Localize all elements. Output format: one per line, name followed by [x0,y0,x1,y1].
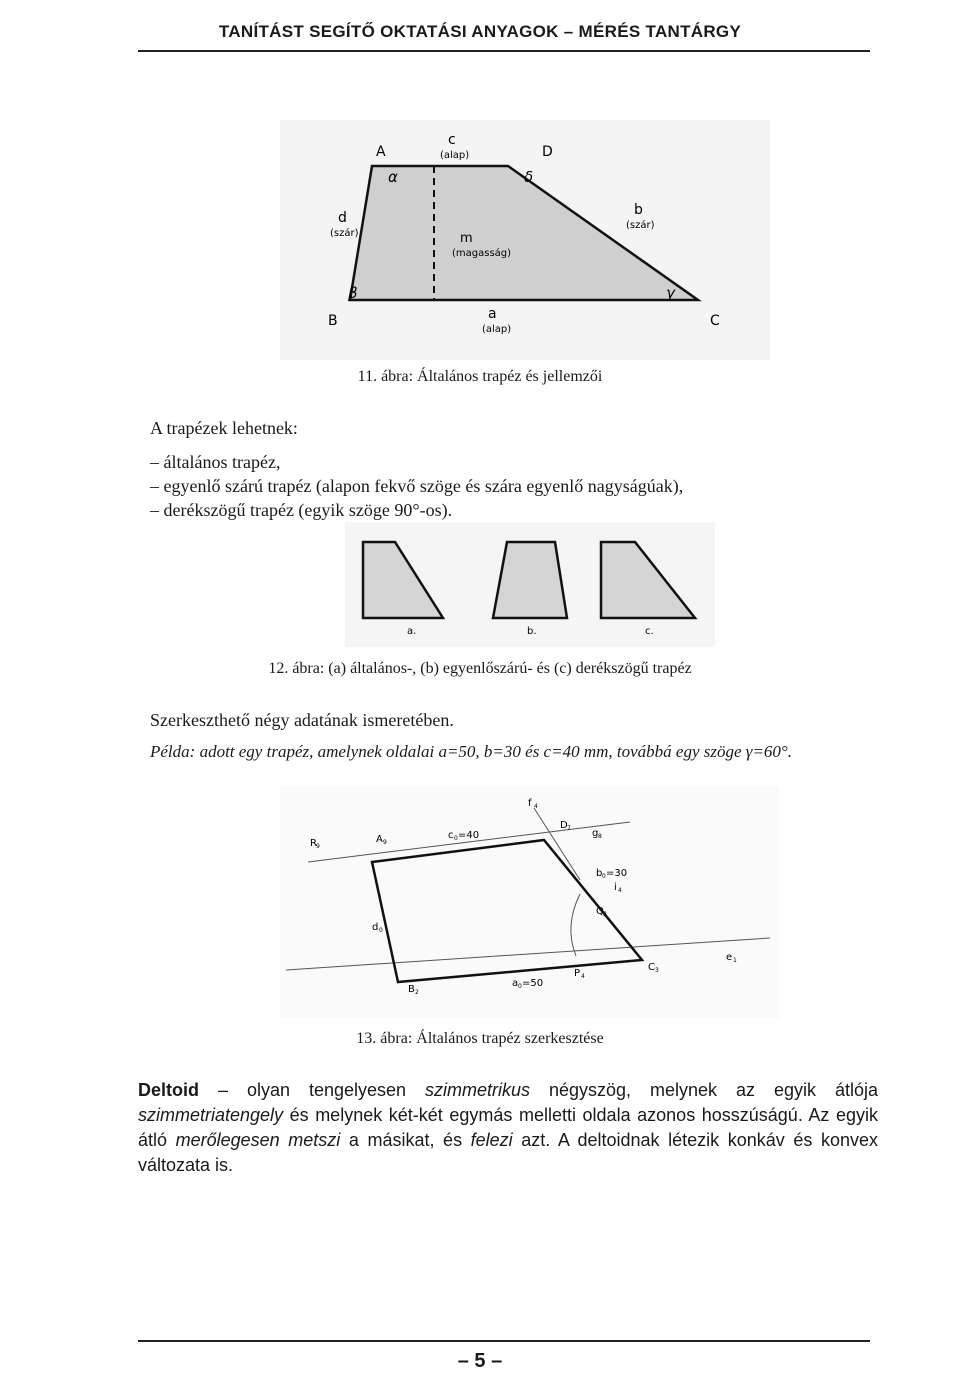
side-a-label: a [488,306,497,322]
label-q-sub: 3 [603,911,607,918]
label-r-sub: 9 [316,843,320,850]
label-d-side: d [372,922,379,933]
figure-11-general-trapezoid [280,120,770,360]
deltoid-text-4: a másikat, és [340,1130,471,1150]
side-c-sub: (alap) [440,150,470,161]
label-f-sub: 4 [534,803,538,810]
label-b-side-sub: 0 [602,873,606,880]
label-c-side-sub: 0 [454,835,458,842]
label-a-side-sub: 0 [518,983,522,990]
label-b-side: b [596,868,603,879]
vertex-d: D [542,144,553,160]
angle-gamma: γ [666,284,675,302]
label-g: g [592,828,599,839]
side-a-sub: (alap) [482,324,512,335]
label-d-vertex-sub: 7 [567,825,571,832]
deltoid-text-2: négyszög, melynek az egyik átlója [530,1080,878,1100]
label-b: b. [527,626,537,637]
deltoid-em-3: merőlegesen metszi [175,1130,341,1150]
label-a-vertex-sub: 9 [383,839,387,846]
label-r: R [310,838,317,849]
vertex-c: C [710,313,720,329]
label-a: a. [407,626,417,637]
deltoid-term: Deltoid [138,1080,199,1100]
label-c-side: c [448,830,454,841]
deltoid-text-5: azt. A deltoidnak létezik konkáv és konvex változata is. [138,1130,878,1175]
label-b-vertex: B [408,984,415,995]
types-intro: A trapézek lehetnek: [150,418,298,438]
label-c-vertex-sub: 3 [655,967,659,974]
vertex-a: A [376,144,386,160]
deltoid-paragraph [138,1078,878,1178]
label-d-side-sub: 0 [379,927,383,934]
type-item-1: – általános trapéz, [150,452,281,472]
angle-beta: β [348,284,358,302]
page-header: TANÍTÁST SEGÍTŐ OKTATÁSI ANYAGOK – MÉRÉS TANTÁRGY [218,22,742,41]
page-number: – 5 – [457,1350,503,1372]
figure-11-caption: 11. ábra: Általános trapéz és jellemzői [357,368,603,385]
figure-13-caption: 13. ábra: Általános trapéz szerkesztése [356,1030,604,1047]
label-c-vertex: C [648,962,655,973]
label-f: f [528,798,532,809]
figure-12-trapezoid-types [345,522,715,647]
label-p-sub: 4 [581,973,585,980]
label-g-sub: 8 [598,833,602,840]
deltoid-em-4: felezi [470,1130,513,1150]
figure-12-caption: 12. ábra: (a) általános-, (b) egyenlőszárú- és (c) derékszögű trapéz [268,660,692,677]
label-a-vertex: A [376,834,383,845]
label-e-sub: 1 [733,957,737,964]
label-p: P [574,968,581,979]
deltoid-em-1: szimmetrikus [425,1080,531,1100]
footer-rule [138,1340,870,1342]
trapezoid-isosceles [493,542,567,618]
type-item-2: – egyenlő szárú trapéz (alapon fekvő szöge és szára egyenlő nagyságúak), [150,476,684,496]
label-i-sub: 4 [618,887,622,894]
side-b-sub: (szár) [626,220,655,231]
height-m-label: m [460,231,473,246]
label-e: e [726,952,733,963]
label-c: c. [645,626,654,637]
figure-13-trapezoid-construction [280,786,780,1018]
label-c-value: =40 [458,830,480,841]
label-i: i [614,882,617,893]
side-d-sub: (szár) [330,228,359,239]
deltoid-text-3: és melynek két-két egymás melletti oldala azonos hosszúságú. Az egyik átló [138,1105,878,1150]
height-m-sub: (magasság) [452,248,512,259]
type-item-3: – derékszögű trapéz (egyik szöge 90°-os). [150,500,453,520]
construct-text: Szerkeszthető négy adatának ismeretében. [150,710,454,730]
label-a-value: =50 [522,978,544,989]
side-b-label: b [634,202,643,218]
label-q: Q [596,906,604,917]
deltoid-em-2: szimmetriatengely [138,1105,284,1125]
label-b-vertex-sub: 2 [415,989,419,996]
example-text: Példa: adott egy trapéz, amelynek oldalai a=50, b=30 és c=40 mm, továbbá egy szöge γ=60°. [150,742,792,761]
vertex-b: B [328,313,338,329]
angle-delta: δ [524,168,534,186]
label-a-side: a [512,978,519,989]
label-d-vertex: D [560,820,568,831]
side-d-label: d [338,210,347,226]
deltoid-text-1: – olyan tengelyesen [199,1080,425,1100]
angle-alpha: α [388,168,398,186]
label-b-value: =30 [606,868,628,879]
side-c-label: c [448,132,456,148]
header-rule [138,50,870,52]
